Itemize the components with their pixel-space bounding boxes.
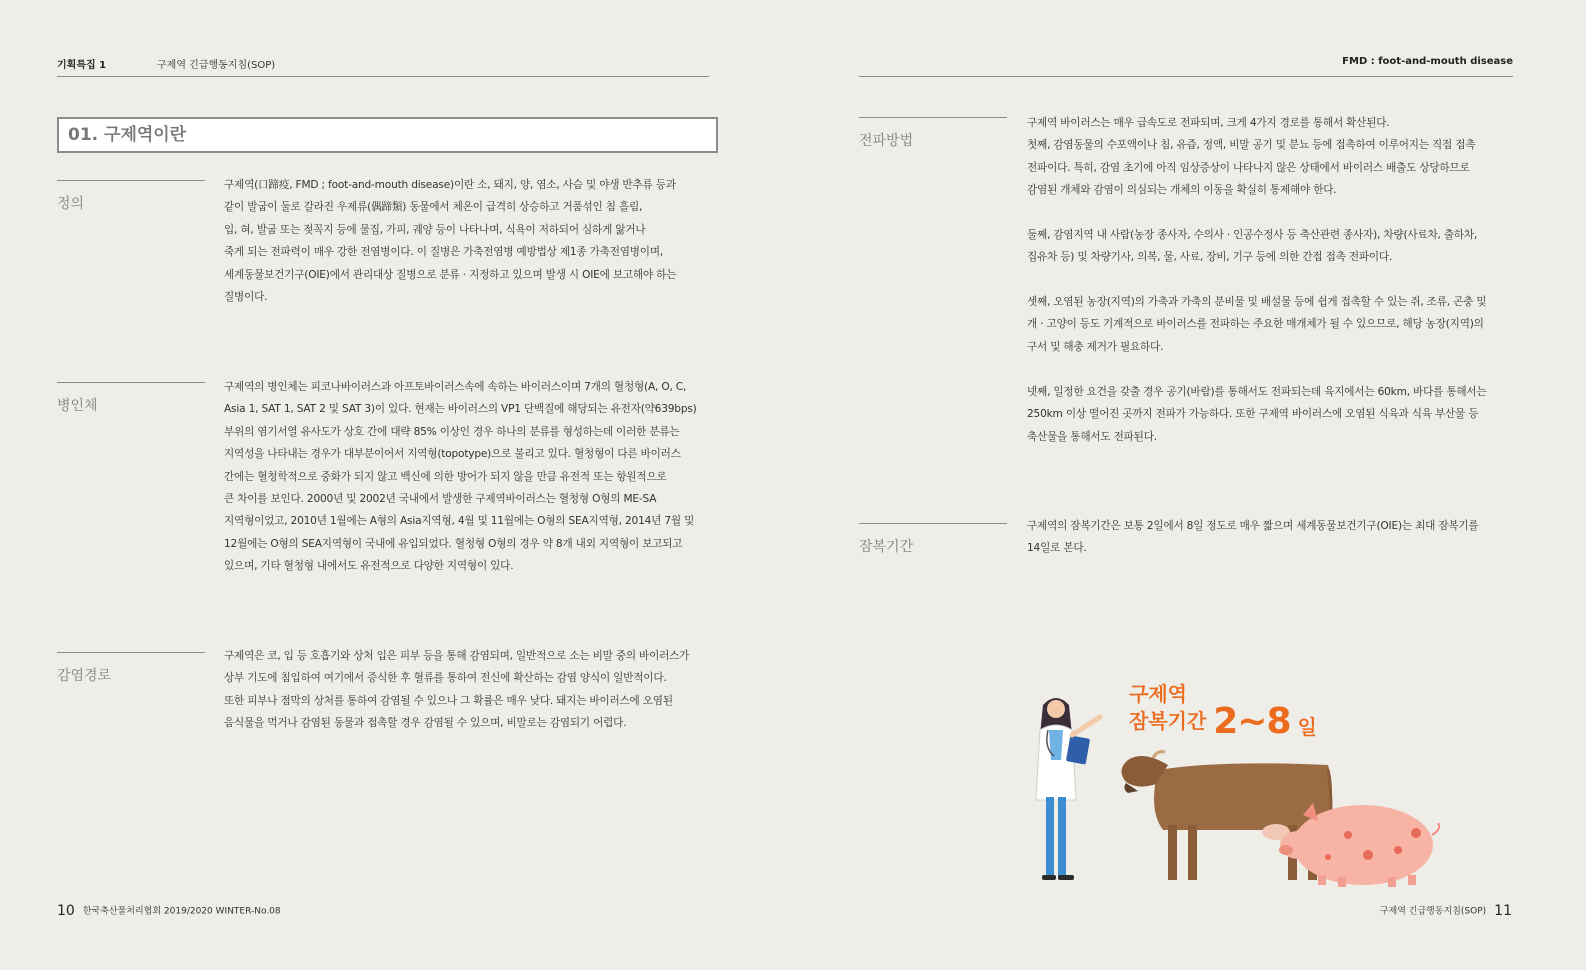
pathogen-text (224, 376, 710, 578)
text-line: 음식물을 먹거나 감염된 동물과 접촉할 경우 감염될 수 있으며, 비말로는 감염되기 어렵다. (224, 717, 627, 730)
section-divider (57, 652, 205, 653)
text-line: 부위의 염기서열 유사도가 상호 간에 대략 85% 이상인 경우 하나의 분류를 형성하는데 이러한 분류는 (224, 425, 680, 438)
section-label-definition: 정의 (57, 196, 85, 212)
footer-right (1380, 903, 1512, 919)
text-line: 죽게 되는 전파력이 매우 강한 전염병이다. 이 질병은 가축전염병 예방법상 제1종 가축전염병이며, (224, 246, 664, 259)
text-line: 개 · 고양이 등도 기계적으로 바이러스를 전파하는 주요한 매개체가 될 수 있으므로, 해당 농장(지역)의 (1027, 318, 1484, 331)
text-line: 전파이다. 특히, 감염 초기에 아직 임상증상이 나타나지 않은 상태에서 바이러스 배출도 상당하므로 (1027, 161, 1470, 174)
text-line: 둘째, 감염지역 내 사람(농장 종사자, 수의사 · 인공수정사 등 축산관련 종사자), 차량(사료차, 출하차, (1027, 229, 1478, 241)
text-line: 입, 혀, 발굽 또는 젖꼭지 등에 물집, 가피, 궤양 등이 나타나며, 식욕이 저하되어 심하게 앓거나 (224, 223, 646, 236)
section-divider (859, 523, 1007, 524)
text-line: 축산물을 통해서도 전파된다. (1027, 430, 1157, 443)
text-line: 간에는 혈청학적으로 중화가 되지 않고 백신에 의한 방어가 되지 않을 만큼 유전적 또는 항원적으로 (224, 470, 667, 483)
callout-line2-wrap (1129, 701, 1317, 742)
running-header-left (57, 54, 709, 77)
text-line: 지역성을 나타내는 경우가 대부분이어서 지역형(topotype)으로 불리고 있다. 혈청형이 다른 바이러스 (224, 448, 681, 461)
text-line: 또한 피부나 점막의 상처를 통하여 감염될 수 있으나 그 확률은 매우 낮다. 돼지는 바이러스에 오염된 (224, 694, 673, 707)
text-line: 구제역의 잠복기간은 보통 2일에서 8일 정도로 매우 짧으며 세계동물보건기구(OIE)는 최대 잠복기를 (1027, 520, 1479, 532)
text-line: 있으며, 기타 혈청형 내에서도 유전적으로 다양한 지역형이 있다. (224, 560, 514, 573)
section-label-pathogen: 병인체 (57, 398, 98, 414)
section-divider (57, 382, 205, 383)
definition-text (224, 174, 710, 308)
text-line: 셋째, 오염된 농장(지역)의 가축과 가축의 분비물 및 배설물 등에 쉽게 접촉할 수 있는 쥐, 조류, 곤충 및 (1027, 296, 1487, 308)
text-line: 구제역 바이러스는 매우 급속도로 전파되며, 크게 4가지 경로를 통해서 확산된다. (1027, 117, 1390, 129)
fmd-label: FMD : foot-and-mouth disease (1342, 56, 1513, 67)
text-line: 지역형이었고, 2010년 1월에는 A형의 Asia지역형, 4월 및 11월에는 O형의 SEA지역형, 2014년 7월 및 (224, 515, 695, 528)
callout-line1: 구제역 (1129, 682, 1187, 706)
text-line: 큰 차이를 보인다. 2000년 및 2002년 국내에서 발생한 구제역바이러스는 혈청형 O형의 ME-SA (224, 493, 657, 506)
text-line: 같이 발굽이 둘로 갈라진 우제류(偶蹄類) 동물에서 체온이 급격히 상승하고 거품섞인 침 흘림, (224, 201, 643, 214)
page-number-right: 11 (1494, 903, 1512, 919)
text-line: 구제역은 코, 입 등 호흡기와 상처 입은 피부 등을 통해 감염되며, 일반적으로 소는 비말 중의 바이러스가 (224, 650, 690, 662)
callout-line2: 잠복기간 (1129, 709, 1207, 733)
section-divider (859, 117, 1007, 118)
text-line: 구제역의 병인체는 피코나바이러스과 아프토바이러스속에 속하는 바이러스이며 7개의 혈청형(A, O, C, (224, 381, 687, 393)
text-line: 구제역(口蹄疫, FMD ; foot-and-mouth disease)이란 소, 돼지, 양, 염소, 사슴 및 야생 반추류 등과 (224, 179, 676, 191)
transmission-text-2 (1027, 224, 1513, 269)
text-line: 상부 기도에 침입하여 여기에서 증식한 후 혈류를 통하여 전신에 확산하는 감염 양식이 일반적이다. (224, 672, 667, 685)
text-line: 12월에는 O형의 SEA지역형이 국내에 유입되었다. 혈청형 O형의 경우 약 8개 내외 지역형이 보고되고 (224, 537, 683, 550)
section-label-infection-route: 감염경로 (57, 668, 112, 684)
transmission-text (1027, 112, 1513, 202)
publication-info: 한국축산물처리협회 2019/2020 WINTER-No.08 (82, 906, 281, 917)
text-line: 넷째, 일정한 요건을 갖출 경우 공기(바람)를 통해서도 전파되는데 육지에서는 60km, 바다를 통해서는 (1027, 386, 1487, 398)
callout-unit: 일 (1297, 715, 1317, 739)
text-line: 감염된 개체와 감염이 의심되는 개체의 이동을 확실히 통제해야 한다. (1027, 184, 1337, 197)
text-line: 질병이다. (224, 291, 268, 304)
incubation-text (1027, 515, 1513, 560)
running-header-right (859, 54, 1513, 77)
sop-footer-title: 구제역 긴급행동지침(SOP) (1379, 906, 1487, 917)
footer-left (57, 903, 281, 919)
section-label-incubation: 잠복기간 (859, 539, 914, 555)
text-line: Asia 1, SAT 1, SAT 2 및 SAT 3)이 있다. 현재는 바이러스의 VP1 단백질에 해당되는 유전자(약639bps) (224, 403, 697, 416)
text-line: 세계동물보건기구(OIE)에서 관리대상 질병으로 분류 · 지정하고 있으며 발생 시 OIE에 보고해야 하는 (224, 268, 677, 281)
text-line: 첫째, 감염동물의 수포액이나 침, 유즙, 정액, 비말 공기 및 분뇨 등에 접촉하여 이루어지는 직접 접촉 (1027, 139, 1476, 152)
text-line: 구서 및 해충 제거가 필요하다. (1027, 340, 1164, 353)
page-number-left: 10 (57, 903, 75, 919)
text-line: 250km 이상 떨어진 곳까지 전파가 가능하다. 또한 구제역 바이러스에 오염된 식육과 식육 부산물 등 (1027, 408, 1479, 421)
section-divider (57, 180, 205, 181)
incubation-callout (1129, 682, 1317, 742)
transmission-text-3 (1027, 291, 1513, 358)
text-line: 집유차 등) 및 차량기사, 의복, 물, 사료, 장비, 기구 등에 의한 간접 접촉 전파이다. (1027, 251, 1393, 264)
doctor-figure (1036, 698, 1100, 880)
section-label: 기획특집 1 (57, 60, 107, 71)
text-line: 14일로 본다. (1027, 542, 1087, 555)
section-label-transmission: 전파방법 (859, 133, 914, 149)
transmission-text-4 (1027, 381, 1513, 448)
callout-range: 2~8 (1213, 701, 1291, 742)
right-page (793, 0, 1586, 970)
sop-title: 구제역 긴급행동지침(SOP) (157, 60, 276, 71)
infection-route-text (224, 645, 710, 735)
page-title: 01. 구제역이란 (57, 117, 718, 153)
